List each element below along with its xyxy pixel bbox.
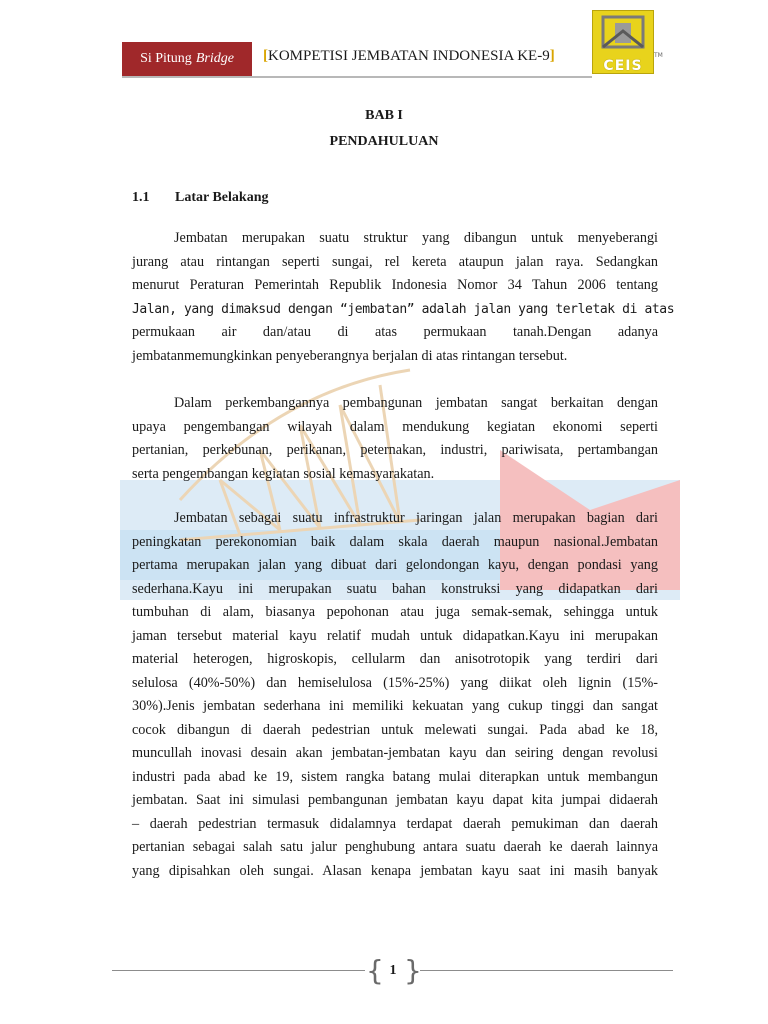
paragraph-line: Dalam perkembangannya pembangunan jembatan sangat berkaitan dengan <box>174 395 658 411</box>
paragraph-line: 30%).Jenis jembatan sederhana ini memiliki kekuatan yang cukup tinggi dan sangat <box>132 698 658 714</box>
page-number: 1 <box>389 963 397 978</box>
paragraph-line: Jembatan sebagai suatu infrastruktur jaringan jalan merupakan bagian dari <box>174 510 658 526</box>
header-title <box>263 48 555 65</box>
chapter-title: PENDAHULUAN <box>329 134 439 149</box>
paragraph-2 <box>132 392 658 486</box>
ceis-logo <box>592 10 654 74</box>
paragraph-line: – daerah pedestrian termasuk didalamnya terdapat daerah pemukiman dan daerah <box>132 815 658 832</box>
header-bracket-close: ] <box>549 48 555 64</box>
paragraph-line: Jalan, yang dimaksud dengan “jembatan” adalah jalan yang terletak di atas <box>132 301 675 317</box>
paragraph-line: material heterogen, higroskopis, cellularm dan anisotrotopik yang terdiri dari <box>132 651 658 667</box>
footer-bracket-left: { <box>366 954 384 987</box>
footer-rule-right <box>420 970 673 971</box>
section-number: 1.1 <box>132 190 150 205</box>
header-bracket-open: [ <box>263 48 268 64</box>
header-title-text: KOMPETISI JEMBATAN INDONESIA KE-9 <box>268 48 550 64</box>
header-badge <box>122 42 252 76</box>
badge-italic: Bridge <box>195 51 234 66</box>
paragraph-3 <box>132 507 658 883</box>
paragraph-line: upaya pengembangan wilayah dalam mendukung kegiatan ekonomi seperti <box>132 418 658 435</box>
paragraph-line: permukaan air dan/atau di atas permukaan tanah.Dengan adanya <box>132 324 658 340</box>
paragraph-line: pertama merupakan jalan yang dibuat dari gelondongan kayu, dengan pondasi yang <box>132 557 658 573</box>
paragraph-line: jembatan. Saat ini simulasi pembangunan jembatan kayu dapat kita jumpai didaerah <box>132 792 658 808</box>
paragraph-line: sederhana.Kayu ini merupakan suatu bahan konstruksi yang didapatkan dari <box>132 580 658 597</box>
paragraph-line: jurang atau rintangan seperti sungai, rel kereta ataupun jalan raya. Sedangkan <box>132 253 658 270</box>
badge-prefix: Si Pitung <box>140 51 192 66</box>
chapter-label: BAB I <box>365 108 403 123</box>
paragraph-line: muncullah inovasi desain akan jembatan-jembatan kayu dan seiring dengan revolusi <box>132 745 658 761</box>
footer-bracket-right: } <box>404 954 422 987</box>
paragraph-line: pertanian sebagai salah satu jalur penghubung antara suatu daerah ke daerah lainnya <box>132 839 658 855</box>
paragraph-line: serta pengembangan kegiatan sosial kemasyarakatan. <box>132 465 435 482</box>
paragraph-line: industri pada abad ke 19, sistem rangka batang mulai diterapkan untuk membangun <box>132 768 658 785</box>
paragraph-line: peningkatan perekonomian baik dalam skala daerah maupun nasional.Jembatan <box>132 533 658 550</box>
paragraph-line: selulosa (40%-50%) dan hemiselulosa (15%-25%) yang diikat oleh lignin (15%- <box>132 674 658 691</box>
paragraph-line: jembatanmemungkinkan penyeberangnya berjalan di atas rintangan tersebut. <box>132 347 568 364</box>
logo-text: CEIS <box>603 58 643 74</box>
paragraph-line: pertanian, perkebunan, perikanan, peternakan, industri, pariwisata, pertambangan <box>132 442 658 458</box>
footer-rule-left <box>112 970 365 971</box>
paragraph-line: tumbuhan di alam, biasanya pepohonan atau juga semak-semak, sehingga untuk <box>132 604 658 620</box>
paragraph-line: yang dipisahkan oleh sungai. Alasan kenapa jembatan kayu saat ini masih banyak <box>132 862 658 879</box>
paragraph-line: Jembatan merupakan suatu struktur yang dibangun untuk menyeberangi <box>174 230 658 246</box>
paragraph-line: jaman tersebut material kayu relatif mudah untuk didapatkan.Kayu ini merupakan <box>132 627 658 644</box>
header-divider <box>122 76 592 78</box>
paragraph-1 <box>132 227 675 368</box>
logo-trademark: TM <box>654 52 663 59</box>
paragraph-line: menurut Peraturan Pemerintah Republik Indonesia Nomor 34 Tahun 2006 tentang <box>132 277 658 293</box>
paragraph-line: cocok dibangun di daerah pedestrian untuk melewati sungai. Pada abad ke 18, <box>132 721 658 738</box>
section-title: Latar Belakang <box>175 190 269 205</box>
